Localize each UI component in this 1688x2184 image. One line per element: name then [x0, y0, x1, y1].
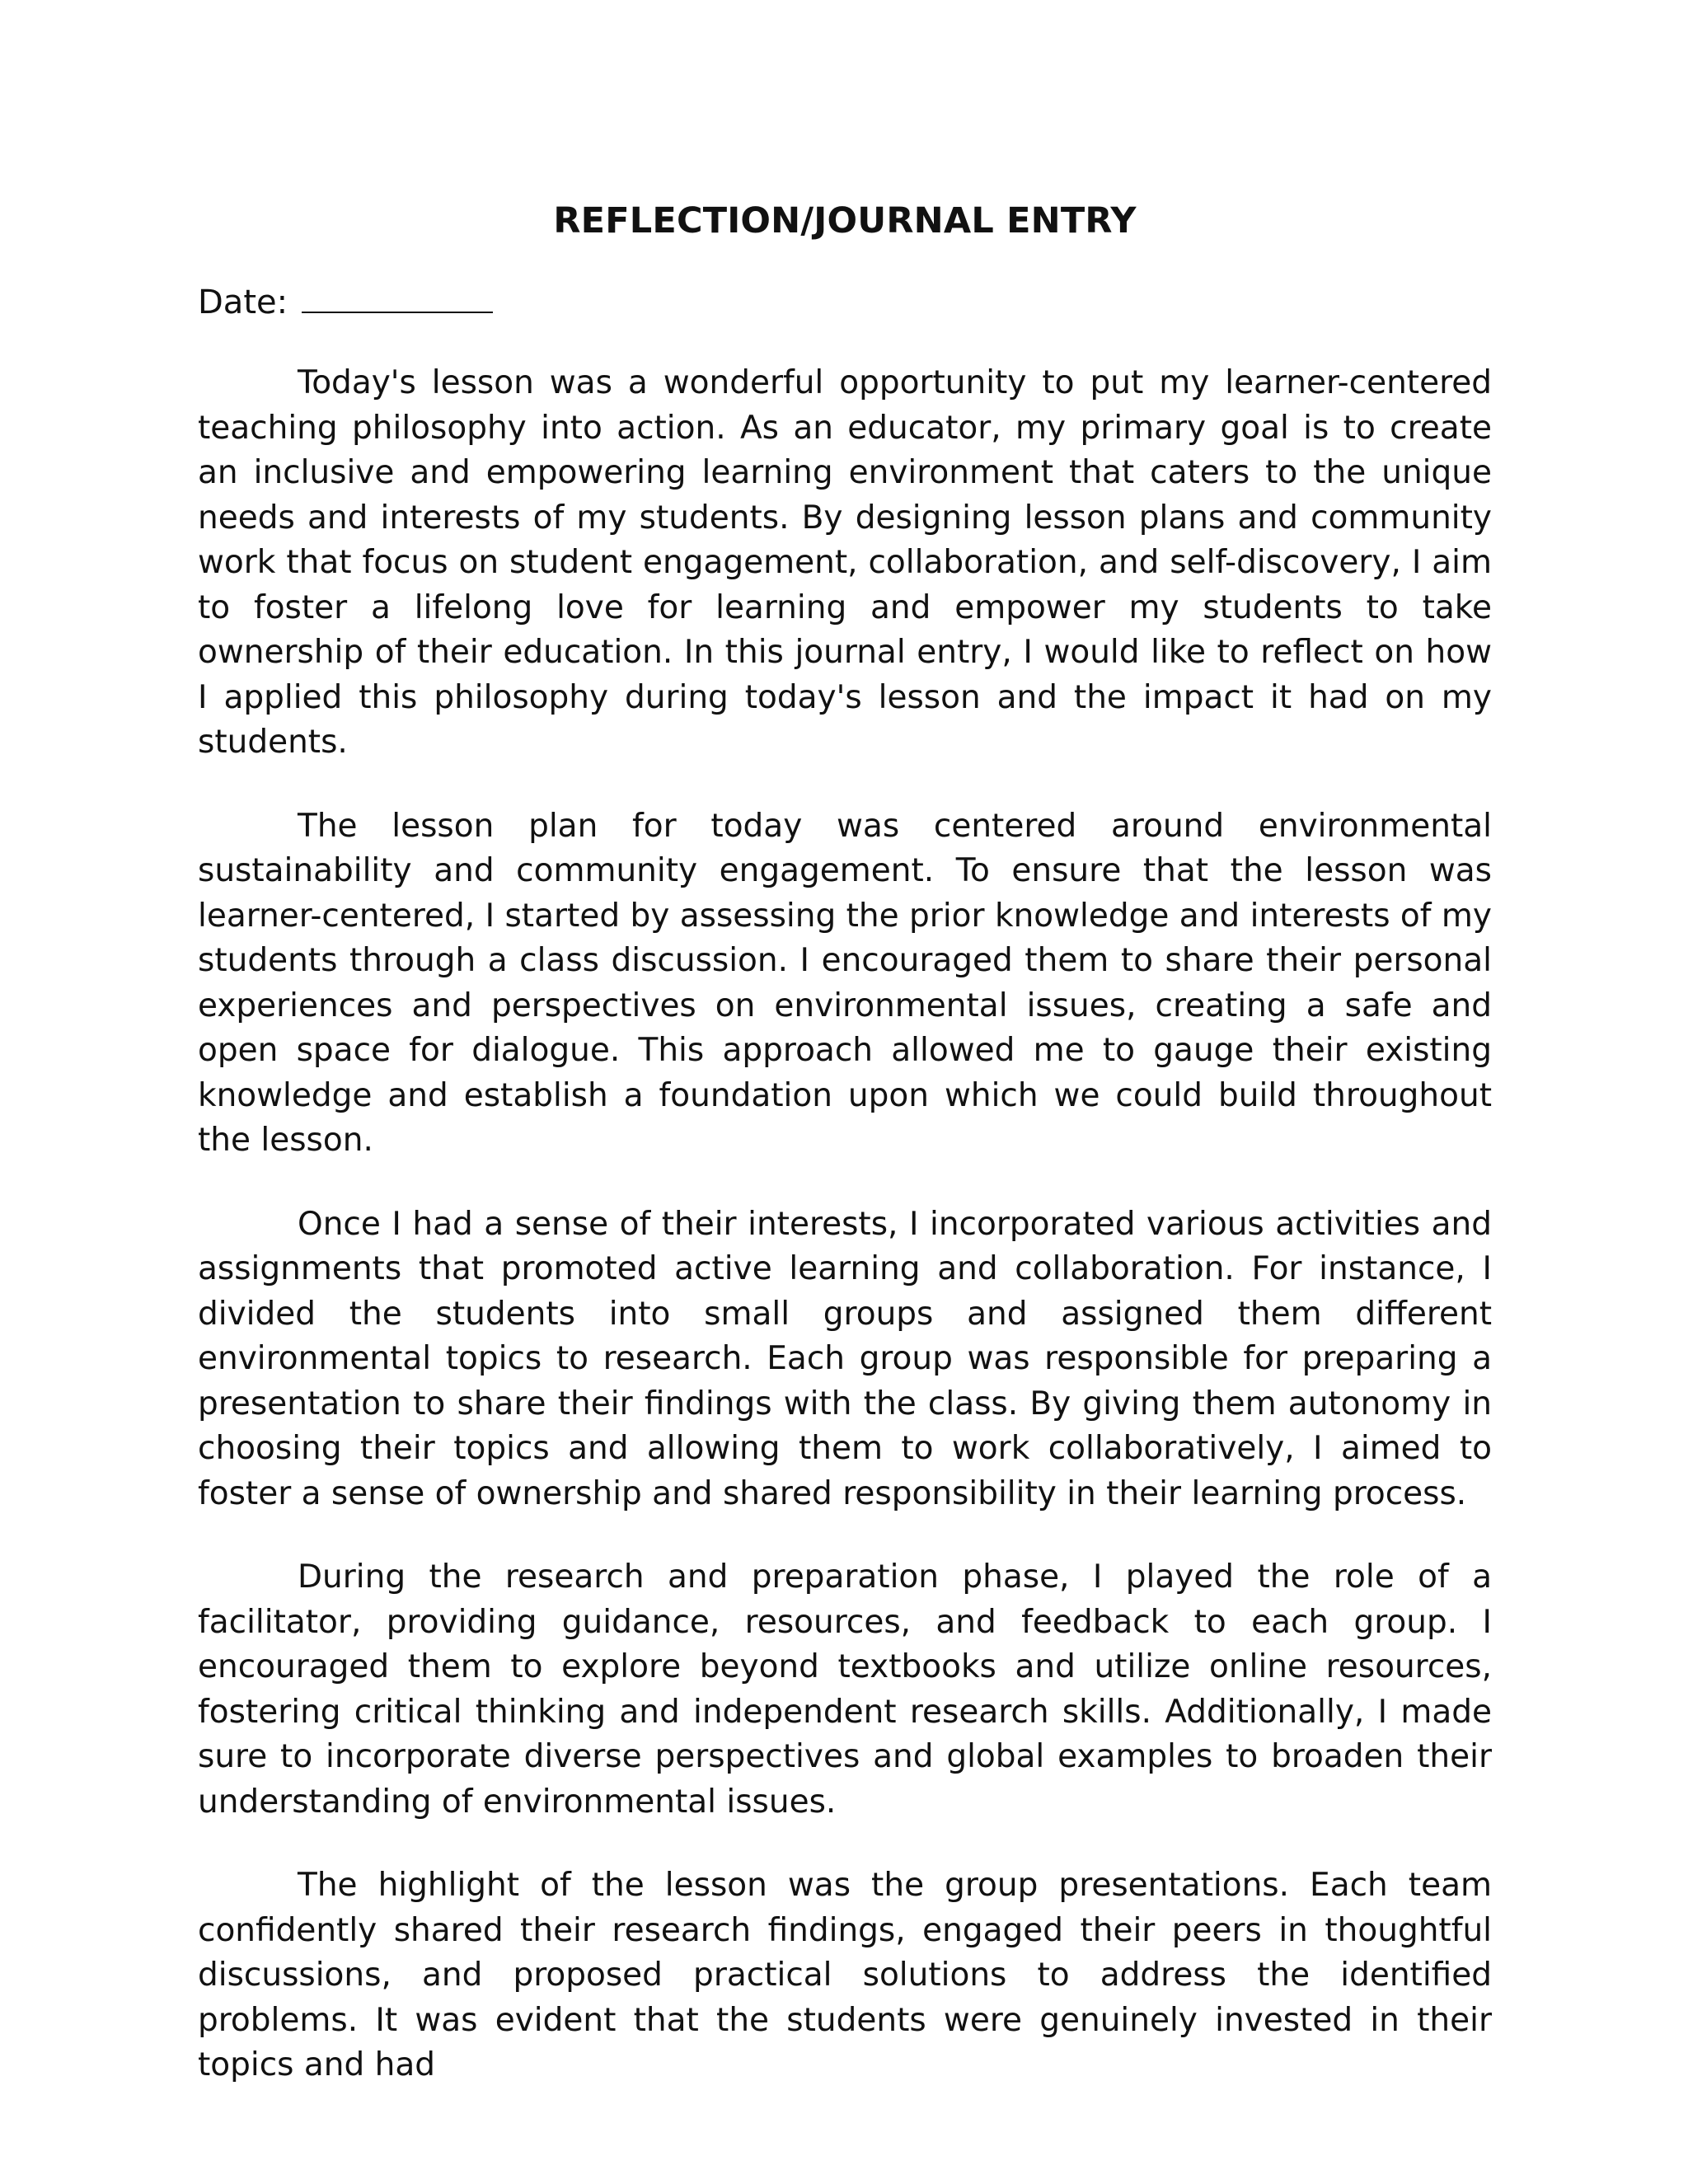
date-line: [198, 280, 1492, 325]
page-title: REFLECTION/JOURNAL ENTRY: [553, 200, 1137, 241]
paragraph: Today's lesson was a wonderful opportunity to put my learner-centered teaching philosophy into action. As an educator, my primary goal is to create an inclusive and empowering learning environment that caters to the unique needs and interests of my students. By designing lesson plans and community work that focus on student engagement, collaboration, and self-discovery, I aim to foster a lifelong love for learning and empower my students to take ownership of their education. In this journal entry, I would like to reflect on how I applied this philosophy during today's lesson and the impact it had on my students.: [198, 364, 1492, 761]
paragraph: During the research and preparation phase, I played the role of a facilitator, providing guidance, resources, and feedback to each group. I encouraged them to explore beyond textbooks and utilize online resources, fostering critical thinking and independent research skills. Additionally, I made sure to incorporate diverse perspectives and global examples to broaden their understanding of environmental issues.: [198, 1558, 1492, 1821]
document-body: [198, 196, 1492, 2127]
date-label: Date:: [198, 284, 288, 321]
paragraph: Once I had a sense of their interests, I incorporated various activities and assignments that promoted active learning and collaboration. For instance, I divided the students into small groups and assigned them different environmental topics to research. Each group was responsible for preparing a presentation to share their findings with the class. By giving them autonomy in choosing their topics and allowing them to work collaboratively, I aimed to foster a sense of ownership and shared responsibility in their learning process.: [198, 1205, 1492, 1512]
date-blank-underline: [302, 287, 493, 313]
paragraph: The highlight of the lesson was the group presentations. Each team confidently shared their research findings, engaged their peers in thoughtful discussions, and proposed practical solutions to address the identified problems. It was evident that the students were genuinely invested in their topics and had: [198, 1867, 1492, 2083]
paragraph: The lesson plan for today was centered around environmental sustainability and community engagement. To ensure that the lesson was learner-centered, I started by assessing the prior knowledge and interests of my students through a class discussion. I encouraged them to share their personal experiences and perspectives on environmental issues, creating a safe and open space for dialogue. This approach allowed me to gauge their existing knowledge and establish a foundation upon which we could build throughout the lesson.: [198, 807, 1492, 1159]
